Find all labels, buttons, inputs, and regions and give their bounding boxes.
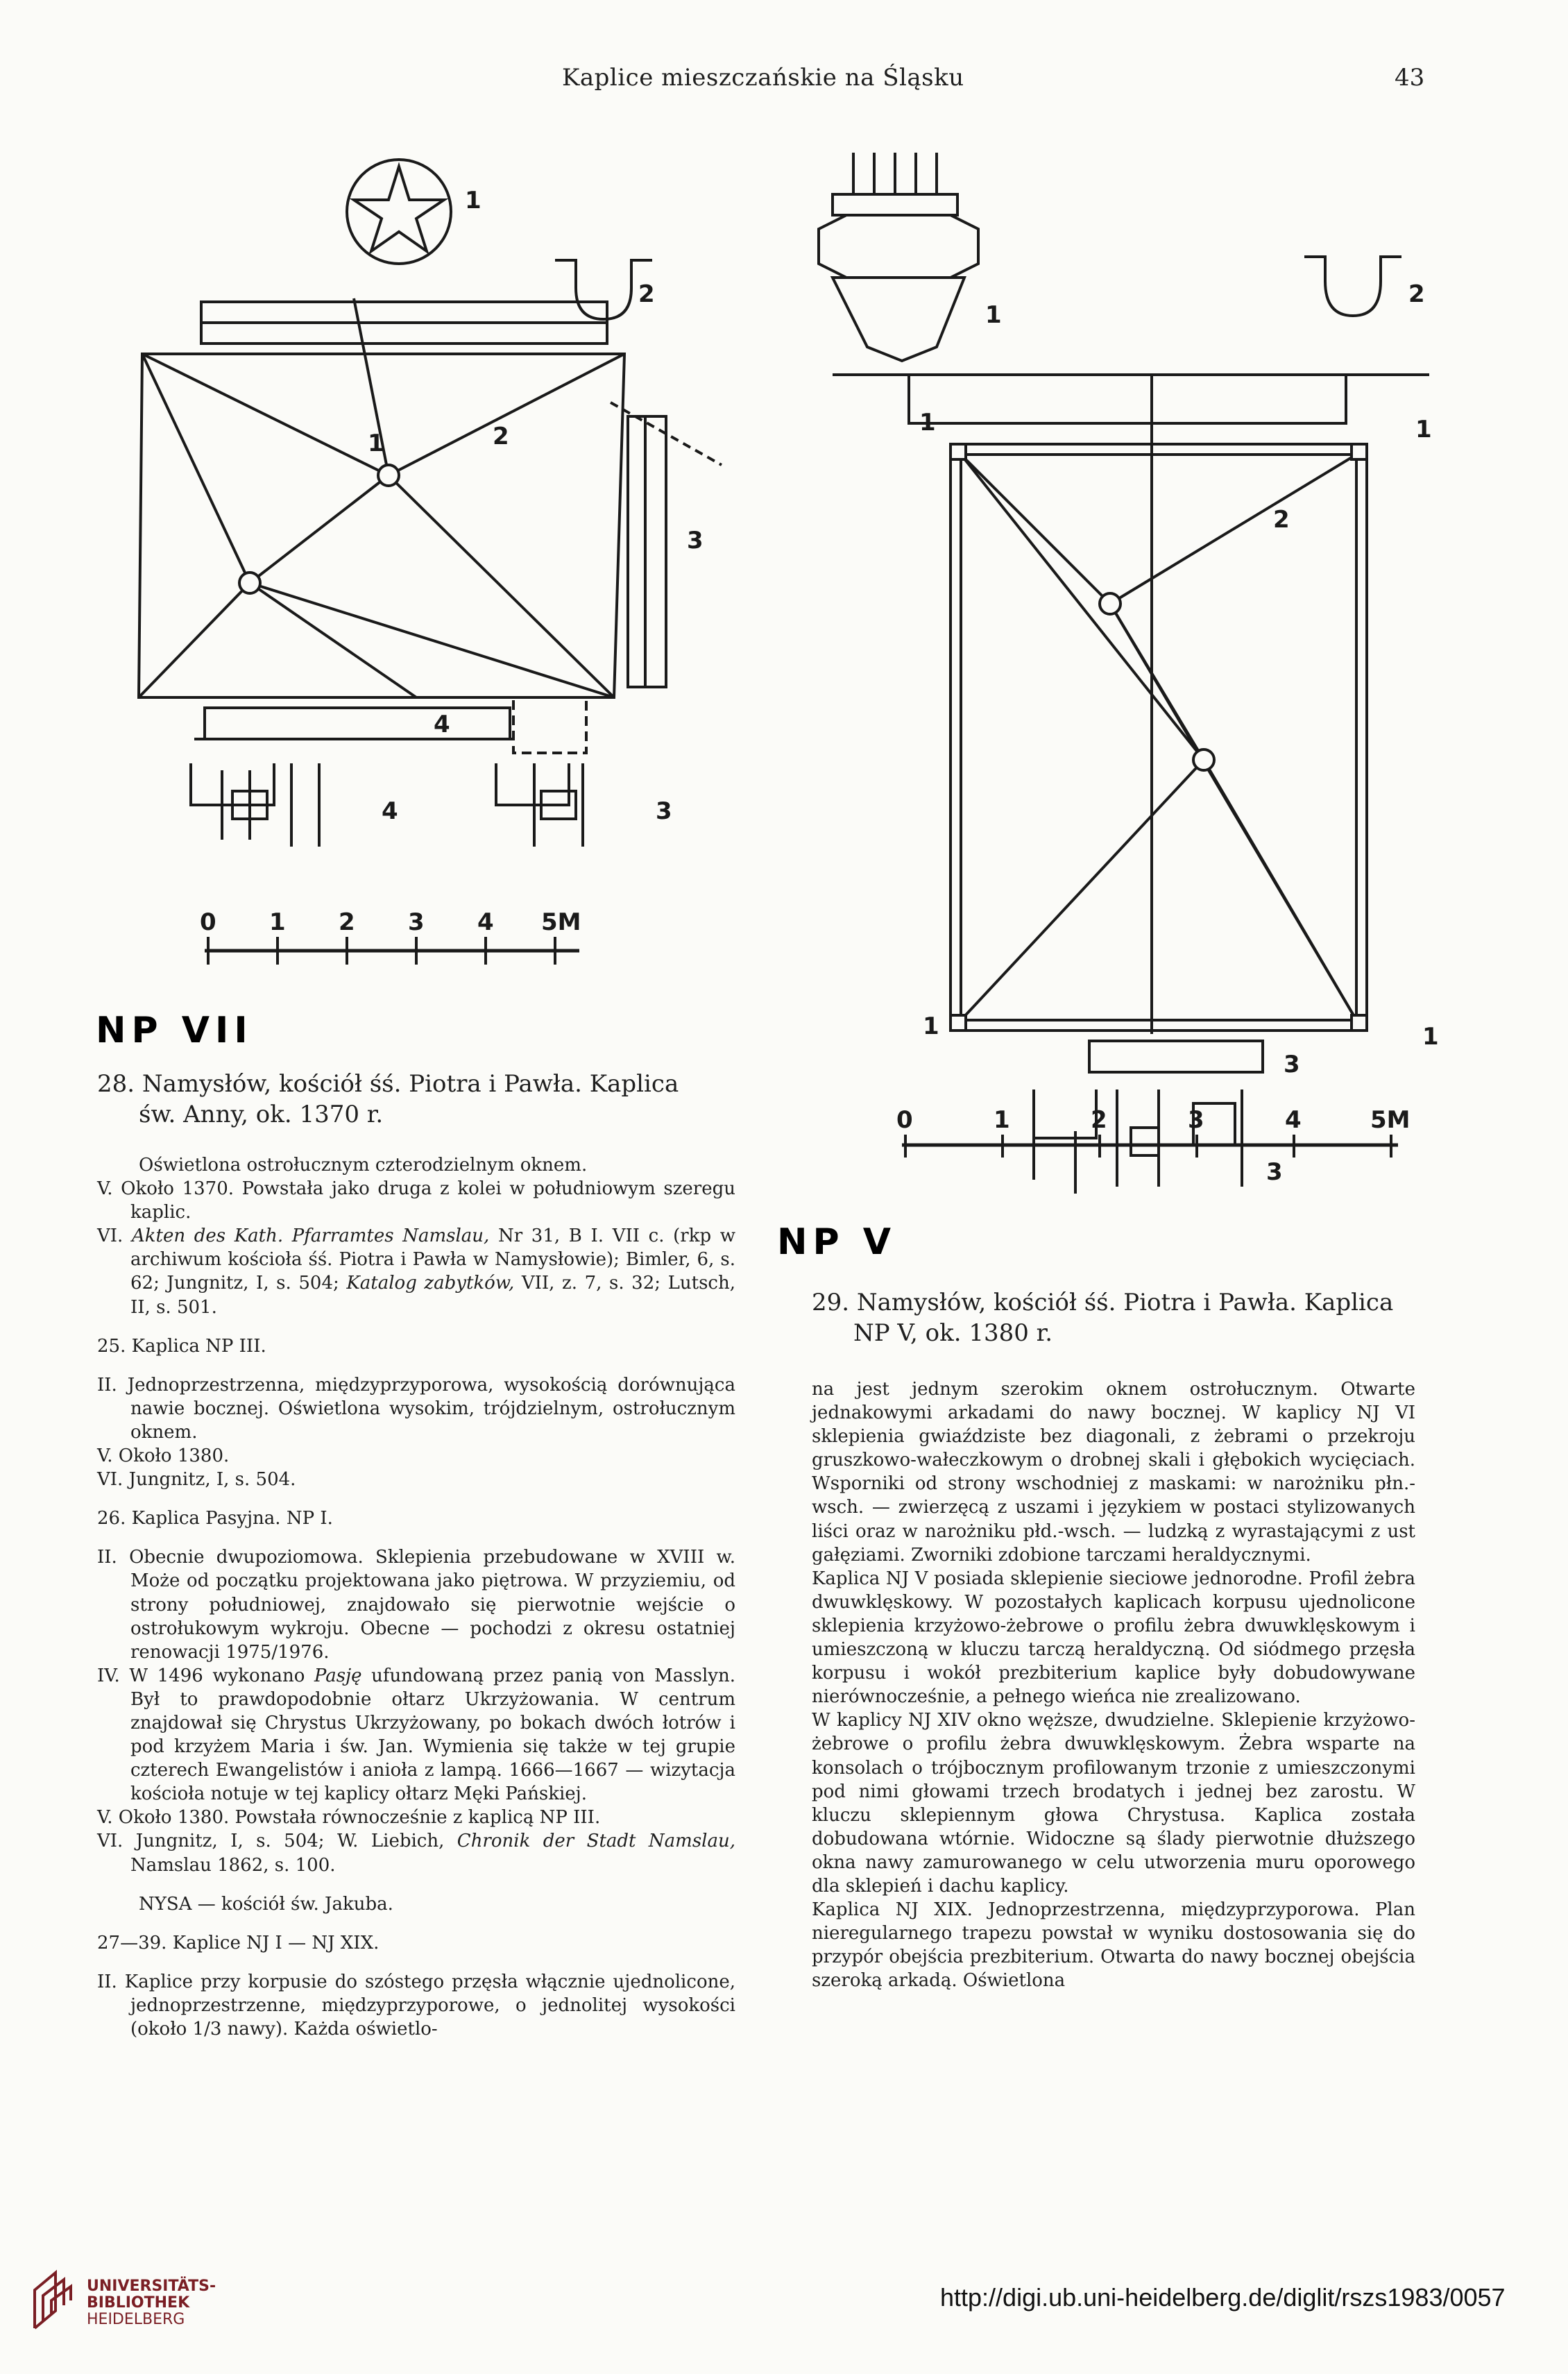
plan-label-np-vii: NP VII	[96, 1010, 253, 1051]
label-3b: 3	[1266, 1158, 1283, 1186]
label-1: 1	[465, 187, 482, 214]
paragraph: II. Obecnie dwupoziomowa. Sklepienia przebudowane w XVIII w. Może od początku projektowana jako piętrowa. W przyziemiu, od strony południowej, znajdowało się pierwotnie wejście o ostrołukowym wykroju. Obecne — pochodzi z okresu ostatniej renowacji 1975/1976.	[97, 1547, 735, 1663]
label-1b: 1	[368, 430, 384, 457]
library-logo-icon	[28, 2269, 76, 2332]
left-text-column	[97, 1153, 735, 2041]
right-text-column	[812, 1377, 1415, 1992]
keystone-star-ornament	[347, 160, 451, 264]
scale-1: 1	[994, 1106, 1010, 1134]
scale-2: 2	[1091, 1106, 1107, 1134]
corbel-icon	[819, 215, 978, 278]
paragraph: 26. Kaplica Pasyjna. NP I.	[97, 1508, 333, 1529]
running-header: Kaplice mieszczańskie na Śląsku	[562, 64, 964, 92]
label-1: 1	[985, 301, 1002, 329]
caption-line: św. Anny, ok. 1370 r.	[139, 1101, 384, 1128]
scale-0: 0	[896, 1106, 913, 1134]
scale-3: 3	[1188, 1106, 1204, 1134]
scale-5m: 5M	[541, 908, 581, 936]
figure-np-v-plan	[805, 153, 1457, 1194]
figure-29-caption	[812, 1287, 1457, 1348]
paragraph: NYSA — kościół św. Jakuba.	[139, 1893, 393, 1915]
label-3b: 3	[656, 797, 672, 825]
page-number: 43	[1395, 64, 1425, 92]
caption-line: 28. Namysłów, kościół śś. Piotra i Pawła. Kaplica	[97, 1070, 679, 1098]
scale-4: 4	[1285, 1106, 1302, 1134]
label-2: 2	[1408, 280, 1425, 308]
paragraph: V. Około 1380.	[97, 1445, 230, 1467]
rib-profile-2	[555, 260, 652, 319]
label-1-nw: 1	[919, 409, 936, 436]
paragraph: 27—39. Kaplice NJ I — NJ XIX.	[97, 1932, 380, 1953]
paragraph: na jest jednym szerokim oknem ostrołucznym. Otwarte jednakowymi arkadami do nawy bocznej. W kaplicy NJ VI sklepienia gwiaździste bez diagonali, z żebrami o przekroju gruszkowo-wałeczkowym o drobnej skali i głębokich wycięciach. Wsporniki od strony wschodniej z maskami: w narożniku płn.-wsch. — zwierzęcą z uszami i językiem w postaci stylizowanych liści oraz w narożniku płd.-wsch. — ludzką z wyrastającymi z ust gałęziami. Zworniki zdobione tarczami heraldycznymi.	[812, 1379, 1415, 1566]
figure-np-vii-plan	[125, 139, 749, 985]
paragraph: V. Około 1370. Powstała jako druga z kolei w południowym szeregu kaplic.	[97, 1178, 735, 1223]
paragraph: VI. Jungnitz, I, s. 504.	[97, 1469, 296, 1491]
paragraph: Kaplica NJ V posiada sklepienie sieciowe jednorodne. Profil żebra dwuwklęskowy. W pozostałych kaplicach korpusu ujednolicone sklepienia krzyżowo-żebrowe o profilu żebra dwuwklęskowym i umieszczoną w kluczu tarczą heraldyczną. Od siódmego przęsła korpusu i wokół prezbiterium kaplice były dobudowywane nierównocześnie, a pełnego wieńca nie zrealizowano.	[812, 1568, 1415, 1708]
paragraph: IV. W 1496 wykonano Pasję ufundowaną przez panią von Masslyn. Był to prawdopodobnie ołtarz Ukrzyżowania. W centrum znajdował się Chrystus Ukrzyżowany, po bokach dwóch łotrów i pod krzyżem Maria i św. Jan. Wymienia się także w tej grupie czterech Ewangelistów i anioła z lampą. 1666—1667 — wizytacja kościoła notuje w tej kaplicy ołtarz Męki Pańskiej.	[97, 1665, 735, 1805]
scale-2: 2	[339, 908, 355, 936]
scale-5m: 5M	[1370, 1106, 1411, 1134]
label-1-sw: 1	[923, 1012, 939, 1040]
paragraph: Oświetlona ostrołucznym czterodzielnym oknem.	[139, 1155, 588, 1176]
scale-4: 4	[477, 908, 494, 936]
label-2b: 2	[493, 423, 509, 450]
label-2b: 2	[1273, 506, 1290, 534]
paragraph: VI. Akten des Kath. Pfarramtes Namslau, Nr 31, B I. VII c. (rkp w archiwum kościoła śś. Piotra i Pawła w Namysłowie); Bimler, 6, s. 62; Jungnitz, I, s. 504; Katalog zabytków, VII, z. 7, s. 32; Lutsch, II, s. 501.	[97, 1226, 736, 1318]
plan-label-np-v: NP V	[777, 1221, 896, 1263]
label-1-ne: 1	[1415, 416, 1432, 443]
library-name: UNIVERSITÄTS- BIBLIOTHEK HEIDELBERG	[87, 2278, 216, 2328]
paragraph: II. Jednoprzestrzenna, międzyprzyporowa, wysokością dorównująca nawie bocznej. Oświetlona wysokim, trójdzielnym, ostrołucznym oknem.	[97, 1374, 735, 1443]
figure-28-caption	[97, 1069, 742, 1130]
scale-1: 1	[269, 908, 286, 936]
scale-0: 0	[200, 908, 216, 936]
paragraph: VI. Jungnitz, I, s. 504; W. Liebich, Chronik der Stadt Namslau, Namslau 1862, s. 100.	[97, 1831, 735, 1876]
paragraph: 25. Kaplica NP III.	[97, 1335, 266, 1357]
label-4: 4	[434, 711, 450, 738]
paragraph: II. Kaplice przy korpusie do szóstego przęsła włącznie ujednolicone, jednoprzestrzenne, międzyprzyporowe, o jednolitej wysokości (około 1/3 nawy). Każda oświetlo-	[97, 1971, 735, 2040]
label-1-se: 1	[1422, 1023, 1439, 1051]
vault-outline	[951, 444, 1367, 1031]
scale-3: 3	[408, 908, 425, 936]
paragraph: V. Około 1380. Powstała równocześnie z kaplicą NP III.	[97, 1807, 601, 1829]
source-url-link[interactable]: http://digi.ub.uni-heidelberg.de/diglit/rszs1983/0057	[940, 2283, 1506, 2312]
paragraph: Kaplica NJ XIX. Jednoprzestrzenna, międzyprzyporowa. Plan nieregularnego trapezu powstał w wyniku dostosowania się do przypór obejścia prezbiterium. Otwarta do nawy bocznej obejścia szeroką arkadą. Oświetlona	[812, 1899, 1415, 1992]
label-3: 3	[687, 527, 704, 554]
scale-bar-right	[881, 1103, 1422, 1166]
caption-line: NP V, ok. 1380 r.	[853, 1319, 1053, 1347]
caption-line: 29. Namysłów, kościół śś. Piotra i Pawła. Kaplica	[812, 1289, 1394, 1316]
label-2: 2	[638, 280, 655, 308]
vault-outline	[139, 354, 624, 697]
paragraph: W kaplicy NJ XIV okno węższe, dwudzielne. Sklepienie krzyżowo-żebrowe o profilu żebra dwuwklęskowym. Żebra wsparte na konsolach o trójbocznym profilowanym trzonie z umieszczonymi pod nimi głowami trzech brodatych i jednej bez zarostu. W kluczu sklepiennym głowa Chrystusa. Kaplica została dobudowana wtórnie. Widoczne są ślady pierwotnie dłuższego okna nawy zamurowanego w celu utworzenia muru oporowego dla sklepień i dachu kaplicy.	[812, 1710, 1415, 1897]
label-4b: 4	[382, 797, 398, 825]
label-3: 3	[1284, 1051, 1300, 1078]
star-icon	[354, 167, 444, 251]
